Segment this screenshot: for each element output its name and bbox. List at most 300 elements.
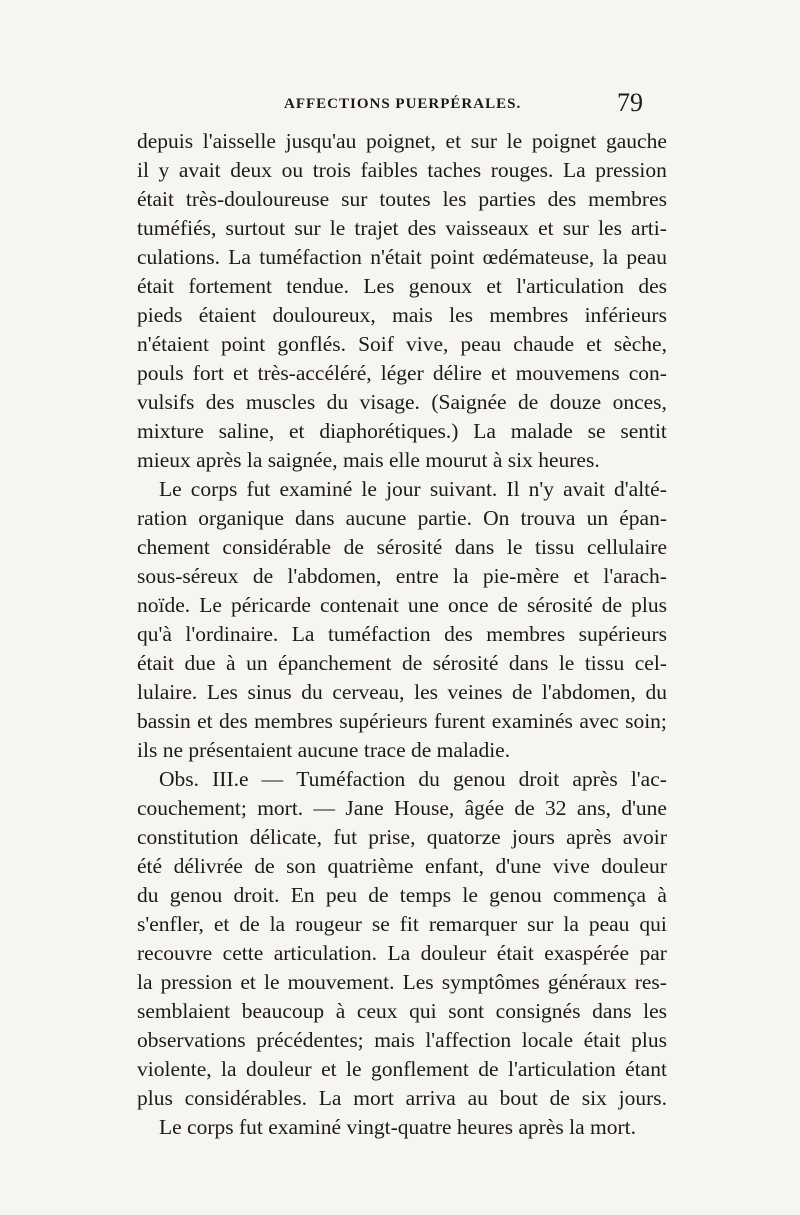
word: avait (563, 477, 605, 501)
word: diaphorétiques.) (319, 419, 459, 443)
word: délire (432, 361, 482, 385)
word: Jane (345, 796, 384, 820)
word: plus (137, 1086, 173, 1110)
word: la (221, 1057, 237, 1081)
word: et (573, 564, 590, 588)
word: — (313, 796, 336, 820)
page-number: 79 (617, 88, 643, 117)
word: mouvemens (515, 361, 620, 385)
word: genou (489, 883, 542, 907)
word: jours. (618, 1086, 667, 1110)
word: pression (160, 970, 233, 994)
word: membres (588, 187, 667, 211)
word: se (587, 419, 606, 443)
word: membres (489, 303, 569, 327)
word: œdémateuse, (482, 245, 595, 269)
word: délicate, (249, 825, 322, 849)
word: l'ac- (630, 767, 667, 791)
word: son (286, 854, 316, 878)
word: tuméfiés, (137, 216, 217, 240)
word: surtout (225, 216, 286, 240)
text-line (137, 214, 667, 243)
word: à (657, 883, 667, 907)
word: poignet, (366, 129, 436, 153)
word: malade (510, 419, 573, 443)
word: muscles (245, 390, 316, 414)
word: tissu (584, 651, 625, 675)
word: droit (518, 767, 560, 791)
word: quatrième (327, 854, 414, 878)
word: trajet (354, 216, 399, 240)
word: examiné (279, 477, 353, 501)
word: res- (634, 970, 667, 994)
text-line (137, 359, 667, 388)
word: supérieurs (578, 622, 667, 646)
text-line (137, 765, 667, 794)
word: commença (552, 883, 647, 907)
word: considérable (222, 535, 332, 559)
word: pieds (137, 303, 183, 327)
word: La (473, 419, 496, 443)
text-line (137, 417, 667, 446)
word: péricarde (230, 593, 311, 617)
word: taches (427, 158, 482, 182)
word: sont (448, 999, 485, 1023)
text-line (137, 707, 667, 736)
word: depuis (137, 129, 194, 153)
word: épanchement (278, 651, 392, 675)
word: le (264, 970, 280, 994)
word: étaient (198, 303, 257, 327)
word: sur (294, 216, 321, 240)
text-line (137, 881, 667, 910)
word: le (462, 883, 478, 907)
word: n'y (528, 477, 555, 501)
word: considérables. (184, 1086, 308, 1110)
word: généraux (547, 970, 627, 994)
word: était (137, 651, 175, 675)
word: une (407, 593, 439, 617)
running-head: AFFECTIONS PUERPÉRALES. (284, 96, 522, 112)
body-text (137, 127, 667, 1142)
word: La (318, 1086, 342, 1110)
word: y (158, 158, 170, 182)
word: remarquer (428, 912, 518, 936)
word: le (506, 535, 523, 559)
word: léger (380, 361, 424, 385)
word: corps (190, 477, 238, 501)
word: furent (434, 709, 486, 733)
word: articulation. (273, 941, 377, 965)
word: délivrée (173, 854, 243, 878)
word: La (228, 245, 251, 269)
word: arti- (631, 216, 667, 240)
word: point (221, 332, 266, 356)
word: douleur (420, 941, 487, 965)
text-line (137, 388, 667, 417)
word: au (467, 1086, 488, 1110)
word: le (329, 216, 346, 240)
word: arriva (405, 1086, 456, 1110)
word: violente, (137, 1057, 212, 1081)
word: les (449, 303, 474, 327)
word: mort (353, 1086, 394, 1110)
word: vaisseaux (445, 216, 529, 240)
word: était (496, 941, 534, 965)
word: prise, (368, 825, 416, 849)
word: n'était (370, 245, 422, 269)
word: après (566, 825, 612, 849)
word: Les (206, 680, 238, 704)
word: — (261, 767, 284, 791)
word: poignet (531, 129, 597, 153)
word: observations (137, 1028, 246, 1052)
word: gonflés. (277, 332, 346, 356)
word: de (401, 651, 423, 675)
word: et (586, 332, 602, 356)
word: les (414, 680, 438, 704)
word: parties (478, 187, 536, 211)
word: genou (169, 883, 223, 907)
word: plus (631, 1028, 667, 1052)
word: fut (333, 825, 358, 849)
word: très-douloureuse (185, 187, 330, 211)
word: douloureux, (272, 303, 376, 327)
word: membres (254, 709, 333, 733)
text-line (137, 156, 667, 185)
word: et (491, 361, 507, 385)
word: gonflement (370, 1057, 469, 1081)
text-line (137, 939, 667, 968)
word: sous-séreux (137, 564, 239, 588)
word: Le (159, 477, 182, 501)
word: jusqu'au (285, 129, 357, 153)
word: lulaire. (137, 680, 198, 704)
word: suivant. (429, 477, 498, 501)
word: visage. (359, 390, 420, 414)
word: temps (399, 883, 452, 907)
word: La (387, 941, 411, 965)
text-line (137, 1084, 667, 1113)
word: supérieurs (339, 709, 428, 733)
word: once (447, 593, 489, 617)
text-line (137, 330, 667, 359)
text-line (137, 272, 667, 301)
word: trouva (520, 506, 576, 530)
word: sentit (620, 419, 667, 443)
word: fort (192, 361, 224, 385)
word: du (301, 680, 323, 704)
word: la (602, 245, 619, 269)
word: des (219, 709, 248, 733)
word: rougeur (295, 912, 362, 936)
word: été (137, 854, 163, 878)
word: La (562, 158, 586, 182)
word: de (497, 593, 518, 617)
word: était (583, 1028, 621, 1052)
word: cette (222, 941, 264, 965)
word: était (137, 187, 175, 211)
word: chaude (513, 332, 575, 356)
text-line: Le corps fut examiné vingt-quatre heures après la mort. (159, 1115, 636, 1139)
word: l'articulation (516, 274, 624, 298)
word: peau (460, 332, 502, 356)
word: toutes (379, 187, 431, 211)
word: sérosité (527, 593, 593, 617)
word: dans (508, 651, 549, 675)
text-line (137, 475, 667, 504)
word: n'étaient (137, 332, 209, 356)
word: tendue. (286, 274, 349, 298)
word: sur (470, 129, 498, 153)
word: dans (295, 506, 335, 530)
word: sérosité (432, 651, 499, 675)
word: recouvre (137, 941, 213, 965)
word: du (418, 767, 440, 791)
word: quatorze (426, 825, 501, 849)
word: aucune (345, 506, 407, 530)
word: pie-mère (482, 564, 560, 588)
word: plus (631, 593, 667, 617)
word: En (290, 883, 315, 907)
word: beaucoup (241, 999, 325, 1023)
word: genoux (408, 274, 472, 298)
word: ceux (356, 999, 398, 1023)
text-line (137, 794, 667, 823)
word: peau (626, 245, 667, 269)
word: de (254, 854, 275, 878)
text-line (137, 591, 667, 620)
word: l'aisselle (202, 129, 276, 153)
word: précédentes; (256, 1028, 364, 1052)
word: ration (137, 506, 188, 530)
word: con- (628, 361, 667, 385)
word: mouvement. (287, 970, 395, 994)
word: de (478, 1057, 499, 1081)
word: sur (341, 187, 368, 211)
text-line (137, 823, 667, 852)
word: de (368, 883, 389, 907)
word: s'enfler, (137, 912, 204, 936)
word: des (407, 216, 437, 240)
word: après (572, 767, 618, 791)
text-line (137, 1055, 667, 1084)
word: la (453, 564, 469, 588)
text-line (137, 301, 667, 330)
text-line (137, 504, 667, 533)
word: avoir (622, 825, 667, 849)
word: veines (447, 680, 503, 704)
word: l'affection (425, 1028, 512, 1052)
word: de (239, 912, 260, 936)
text-line (137, 678, 667, 707)
word: pression (595, 158, 667, 182)
word: et (240, 970, 256, 994)
text-line (137, 968, 667, 997)
word: couchement; (137, 796, 247, 820)
word: et (213, 912, 230, 936)
word: sérosité (376, 535, 443, 559)
word: douze (549, 390, 602, 414)
word: très-accéléré, (257, 361, 372, 385)
word: les (442, 187, 467, 211)
word: tissu (534, 535, 575, 559)
word: bassin (137, 709, 191, 733)
word: symptômes (441, 970, 540, 994)
word: exaspérée (544, 941, 630, 965)
word: le (558, 651, 575, 675)
word: d'une (495, 854, 542, 878)
word: et (486, 274, 502, 298)
word: sur (527, 912, 554, 936)
word: âgée (464, 796, 505, 820)
word: La (291, 622, 315, 646)
word: d'alté- (614, 477, 667, 501)
word: des (205, 390, 235, 414)
word: et (445, 129, 462, 153)
word: le (361, 477, 377, 501)
word: le (506, 129, 523, 153)
word: était (137, 274, 175, 298)
word: par (639, 941, 667, 965)
word: de (601, 593, 623, 617)
word: consignés (495, 999, 581, 1023)
word: l'articulation (507, 1057, 616, 1081)
text-line: ils ne présentaient aucune trace de maladie. (137, 738, 511, 762)
word: Soif (358, 332, 394, 356)
word: ou (281, 158, 304, 182)
word: qu'à (137, 622, 172, 646)
word: l'ordinaire. (185, 622, 279, 646)
word: le (346, 1057, 362, 1081)
word: gauche (606, 129, 667, 153)
word: et (289, 419, 305, 443)
word: deux (230, 158, 273, 182)
word: se (371, 912, 390, 936)
word: de (252, 564, 274, 588)
word: saline, (218, 419, 275, 443)
text-line (137, 620, 667, 649)
word: point (430, 245, 475, 269)
text-line (137, 533, 667, 562)
word: organique (198, 506, 284, 530)
word: sinus (247, 680, 292, 704)
word: des (638, 274, 667, 298)
word: soin; (625, 709, 667, 733)
text-line (137, 852, 667, 881)
word: du (137, 883, 159, 907)
text-line (137, 185, 667, 214)
word: pouls (137, 361, 184, 385)
word: épan- (619, 506, 667, 530)
word: culations. (137, 245, 220, 269)
word: genou (453, 767, 506, 791)
text-line (137, 243, 667, 272)
word: jours (511, 825, 555, 849)
word: la (137, 970, 153, 994)
word: peu (325, 883, 357, 907)
word: la (269, 912, 286, 936)
word: examinés (491, 709, 573, 733)
word: des (444, 622, 473, 646)
word: du (326, 390, 349, 414)
word: qui (639, 912, 667, 936)
word: mort. (257, 796, 304, 820)
word: un (246, 651, 268, 675)
word: mixture (137, 419, 204, 443)
word: les (643, 999, 667, 1023)
word: inférieurs (584, 303, 667, 327)
word: de (512, 680, 533, 704)
word: dans (454, 535, 495, 559)
word: un (586, 506, 609, 530)
word: et (538, 216, 554, 240)
word: de (549, 1086, 570, 1110)
word: l'abdomen, (287, 564, 382, 588)
word: Il (506, 477, 520, 501)
text-line: mieux après la saignée, mais elle mourut à six heures. (137, 448, 600, 472)
word: qui (409, 999, 437, 1023)
text-line (137, 997, 667, 1026)
text-line (137, 562, 667, 591)
word: contenait (320, 593, 399, 617)
word: étant (625, 1057, 667, 1081)
word: Les (363, 274, 395, 298)
word: l'arach- (603, 564, 667, 588)
word: Le (199, 593, 222, 617)
word: Tuméfaction (296, 767, 406, 791)
word: du (645, 680, 667, 704)
word: de (343, 535, 364, 559)
word: membres (486, 622, 566, 646)
word: III.e (212, 767, 249, 791)
word: peau (588, 912, 630, 936)
word: partie. (417, 506, 472, 530)
text-line (137, 1026, 667, 1055)
word: fut (246, 477, 271, 501)
word: constitution (137, 825, 239, 849)
word: trois (312, 158, 351, 182)
word: douleur (245, 1057, 312, 1081)
text-line (137, 649, 667, 678)
word: cellulaire (587, 535, 667, 559)
word: cerveau, (332, 680, 405, 704)
text-line (137, 910, 667, 939)
word: droit. (233, 883, 280, 907)
word: chement (137, 535, 210, 559)
word: House, (393, 796, 455, 820)
word: il (137, 158, 149, 182)
word: due (184, 651, 216, 675)
word: tuméfaction (327, 622, 431, 646)
word: fit (399, 912, 419, 936)
word: et (197, 709, 213, 733)
word: à (335, 999, 346, 1023)
word: locale (521, 1028, 574, 1052)
word: douleur (601, 854, 667, 878)
word: tuméfaction (259, 245, 362, 269)
word: de (514, 796, 535, 820)
word: semblaient (137, 999, 231, 1023)
word: les (598, 216, 622, 240)
word: à (226, 651, 236, 675)
word: onces, (612, 390, 667, 414)
word: des (547, 187, 577, 211)
word: d'une (621, 796, 667, 820)
word: (Saignée (431, 390, 507, 414)
word: et (232, 361, 249, 385)
word: sur (562, 216, 589, 240)
